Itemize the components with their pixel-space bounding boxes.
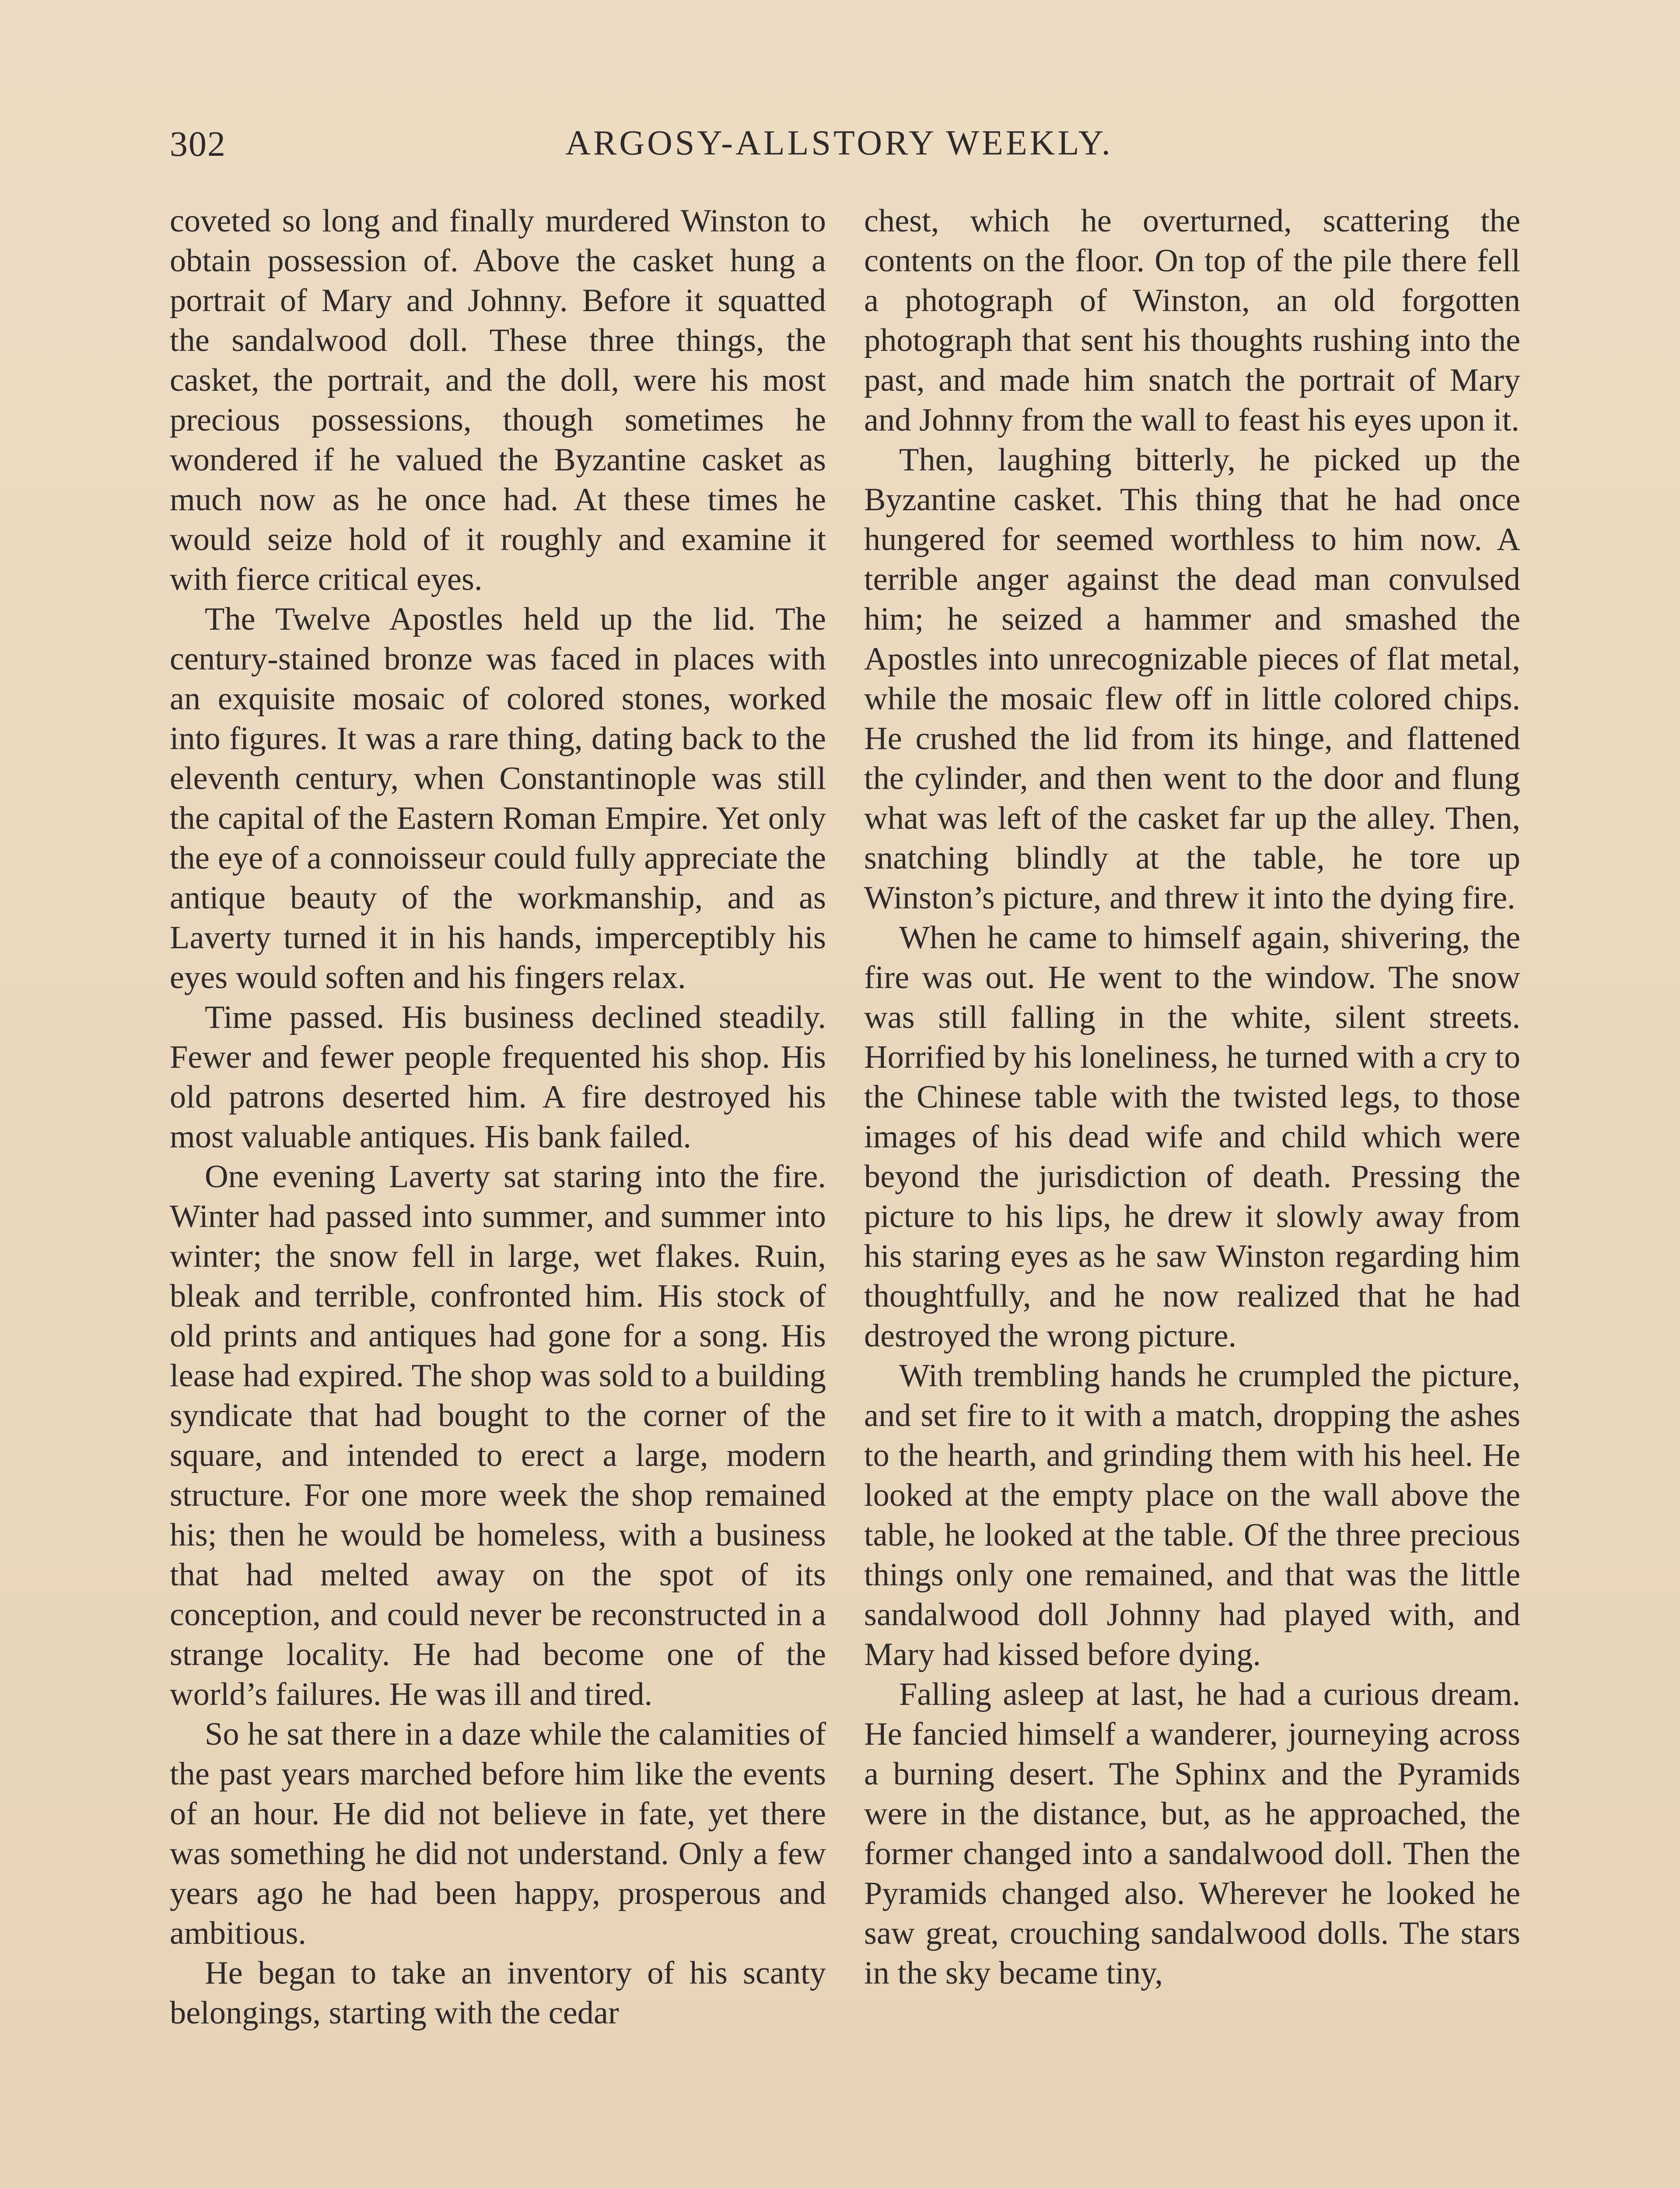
right-column xyxy=(864,201,1520,1993)
paragraph: With trembling hands he crumpled the picture, and set fire to it with a match, dropping the ashes to the hearth, and grinding them with his heel. He looked at the empty place on the wall above the table, he looked at the table. Of the three precious things only one remained, and that was the little sandalwood doll Johnny had played with, and Mary had kissed before dying. xyxy=(864,1358,1520,1673)
page-header xyxy=(170,123,1570,172)
paragraph: Falling asleep at last, he had a curious dream. He fancied himself a wanderer, journeying across a burning desert. The Sphinx and the Pyramids were in the distance, but, as he approached, the former changed into a sandalwood doll. Then the Pyramids changed also. Wherever he looked he saw great, crouching sandalwood dolls. The stars in the sky became tiny, xyxy=(864,1676,1520,1991)
paragraph: Then, laughing bitterly, he picked up the Byzantine casket. This thing that he had once hungered for seemed worthless to him now. A terrible anger against the dead man convulsed him; he seized a hammer and smashed the Apostles into unrecognizable pieces of flat metal, while the mosaic flew off in little colored chips. He crushed the lid from its hinge, and flattened the cylinder, and then went to the door and flung what was left of the casket far up the alley. Then, snatching blindly at the table, he tore up Winston’s picture, and threw it into the dying fire. xyxy=(864,442,1520,916)
page-number: 302 xyxy=(170,124,226,164)
paragraph: When he came to himself again, shivering, the fire was out. He went to the window. The snow was still falling in the white, silent streets. Horrified by his loneliness, he turned with a cry to the Chinese table with the twisted legs, to those images of his dead wife and child which were beyond the jurisdiction of death. Pressing the picture to his lips, he drew it slowly away from his staring eyes as he saw Winston regarding him thoughtfully, and he now realized that he had destroyed the wrong picture. xyxy=(864,920,1520,1354)
running-head: ARGOSY-ALLSTORY WEEKLY. xyxy=(565,124,1113,162)
left-column xyxy=(170,201,826,2033)
paragraph: Time passed. His business declined steadily. Fewer and fewer people frequented his shop. His old patrons deserted him. A fire destroyed his most valuable antiques. His bank failed. xyxy=(170,999,826,1155)
paragraph: coveted so long and finally murdered Winston to obtain possession of. Above the casket hung a portrait of Mary and Johnny. Before it squatted the sandalwood doll. These three things, the casket, the portrait, and the doll, were his most precious possessions, though sometimes he wondered if he valued the Byzantine casket as much now as he once had. At these times he would seize hold of it roughly and examine it with fierce critical eyes. xyxy=(170,203,826,597)
paragraph: One evening Laverty sat staring into the fire. Winter had passed into summer, and summer into winter; the snow fell in large, wet flakes. Ruin, bleak and terrible, confronted him. His stock of old prints and antiques had gone for a song. His lease had expired. The shop was sold to a building syndicate that had bought to the corner of the square, and intended to erect a large, modern structure. For one more week the shop remained his; then he would be homeless, with a business that had melted away on the spot of its conception, and could never be reconstructed in a strange locality. He had become one of the world’s failures. He was ill and tired. xyxy=(170,1159,826,1712)
paragraph: The Twelve Apostles held up the lid. The century-stained bronze was faced in places with an exquisite mosaic of colored stones, worked into figures. It was a rare thing, dating back to the eleventh century, when Constantinople was still the capital of the Eastern Roman Empire. Yet only the eye of a connoisseur could fully appreciate the antique beauty of the workmanship, and as Laverty turned it in his hands, imperceptibly his eyes would soften and his fingers relax. xyxy=(170,601,826,996)
paragraph: So he sat there in a daze while the calamities of the past years marched before him like the events of an hour. He did not believe in fate, yet there was something he did not understand. Only a few years ago he had been happy, prosperous and ambitious. xyxy=(170,1716,826,1951)
paragraph: chest, which he overturned, scattering the contents on the floor. On top of the pile there fell a photograph of Winston, an old forgotten photograph that sent his thoughts rushing into the past, and made him snatch the portrait of Mary and Johnny from the wall to feast his eyes upon it. xyxy=(864,203,1520,438)
paragraph: He began to take an inventory of his scanty belongings, starting with the cedar xyxy=(170,1955,826,2031)
